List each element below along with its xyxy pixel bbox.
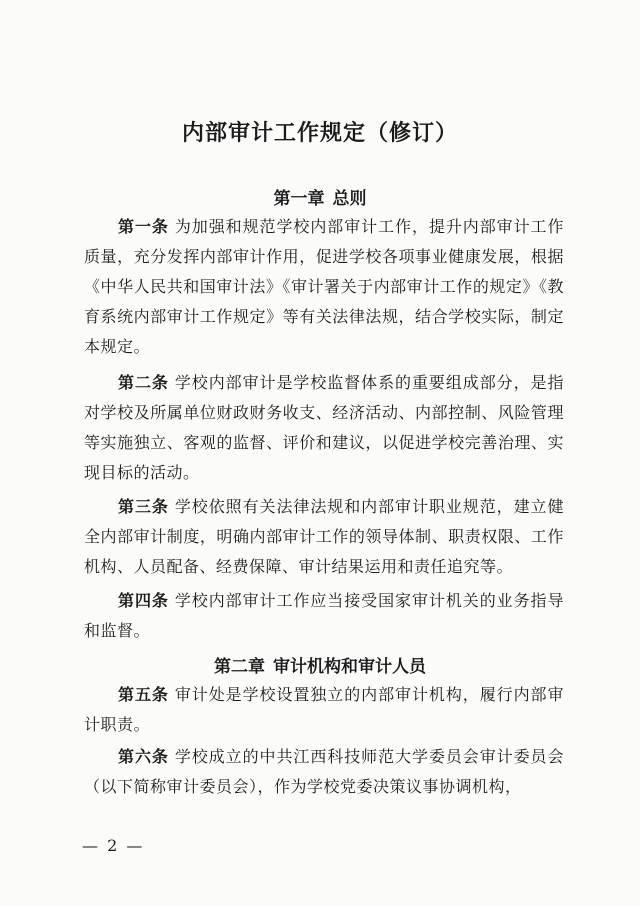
article-label: 第一条 bbox=[118, 217, 169, 236]
article-1 bbox=[84, 212, 564, 362]
article-label: 第六条 bbox=[118, 747, 169, 766]
document-title: 内部审计工作规定（修订） bbox=[181, 121, 458, 146]
article-label: 第四条 bbox=[118, 591, 169, 610]
article-text: 学校成立的中共江西科技师范大学委员会审计委员会（以下简称审计委员会），作为学校党委决策议事协调机构， bbox=[84, 747, 564, 796]
chapter-name: 审计机构和审计人员 bbox=[273, 657, 426, 677]
article-5 bbox=[84, 680, 564, 740]
article-label: 第二条 bbox=[118, 373, 169, 392]
article-label: 第三条 bbox=[118, 497, 169, 516]
article-text: 学校依照有关法律法规和内部审计职业规范，建立健全内部审计制度，明确内部审计工作的领导体制、职责权限、工作机构、人员配备、经费保障、审计结果运用和责任追究等。 bbox=[84, 497, 564, 576]
chapter-name: 总则 bbox=[332, 189, 367, 209]
article-6 bbox=[84, 742, 564, 802]
article-text: 学校内部审计是学校监督体系的重要组成部分，是指对学校及所属单位财政财务收支、经济活动、内部控制、风险管理等实施独立、客观的监督、评价和建议，以促进学校完善治理、实现目标的活动。 bbox=[84, 373, 564, 482]
chapter-label: 第二章 bbox=[214, 657, 265, 677]
article-text: 审计处是学校设置独立的内部审计机构，履行内部审计职责。 bbox=[84, 685, 564, 734]
article-text: 学校内部审计工作应当接受国家审计机关的业务指导和监督。 bbox=[84, 591, 564, 640]
chapter-label: 第一章 bbox=[273, 189, 325, 209]
article-2 bbox=[84, 368, 564, 488]
article-3 bbox=[84, 492, 564, 582]
page-number: — 2 — bbox=[82, 836, 145, 855]
article-label: 第五条 bbox=[118, 685, 169, 704]
chapter-heading-2 bbox=[0, 652, 640, 677]
chapter-heading-1 bbox=[0, 184, 640, 209]
article-text: 为加强和规范学校内部审计工作，提升内部审计工作质量，充分发挥内部审计作用，促进学校各项事业健康发展，根据《中华人民共和国审计法》《审计署关于内部审计工作的规定》《教育系统内部审计工作规定》等有关法律法规，结合学校实际，制定本规定。 bbox=[84, 217, 564, 356]
article-4 bbox=[84, 586, 564, 646]
